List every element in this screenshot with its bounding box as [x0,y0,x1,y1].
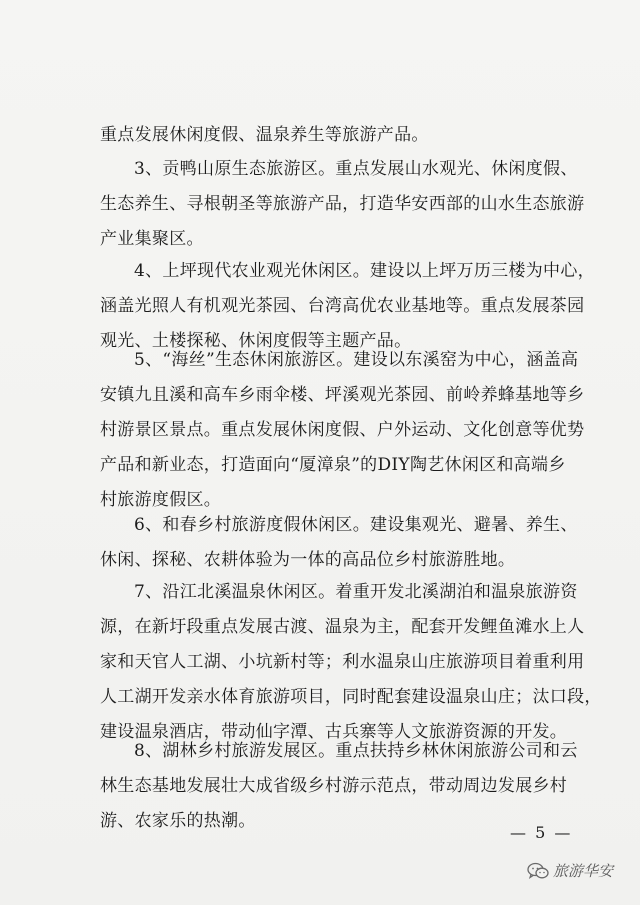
text-line: 安镇九且溪和高车乡雨伞楼、坪溪观光茶园、前岭养蜂基地等乡 [100,385,585,405]
paragraph-6 [100,575,602,750]
text-line: 8、湖林乡村旅游发展区。重点扶持乡林休闲旅游公司和云 [134,741,578,761]
text-line: 人工湖开发亲水体育旅游项目，同时配套建设温泉山庄；汰口段， [100,687,602,707]
text-line: 产业集聚区。 [100,229,204,249]
paragraph-4 [100,343,585,518]
text-line: 家和天官人工湖、小坑新村等；利水温泉山庄旅游项目着重利用 [100,652,585,672]
page-number: — 5 — [510,823,573,842]
text-line: 生态养生、寻根朝圣等旅游产品，打造华安西部的山水生态旅游 [100,194,585,214]
text-line: 村游景区景点。重点发展休闲度假、户外运动、文化创意等优势 [100,420,585,440]
wechat-icon [527,862,549,880]
text-line: 林生态基地发展壮大成省级乡村游示范点，带动周边发展乡村 [100,776,568,796]
text-line: 重点发展休闲度假、温泉养生等旅游产品。 [100,125,429,145]
text-line: 4、上坪现代农业观光休闲区。建设以上坪万历三楼为中心， [134,261,595,281]
text-line: 休闲、探秘、农耕体验为一体的高品位乡村旅游胜地。 [100,550,516,570]
text-line: 6、和春乡村旅游度假休闲区。建设集观光、避暑、养生、 [134,515,578,535]
text-line: 观光、土楼探秘、休闲度假等主题产品。 [100,331,412,351]
paragraph-7 [100,734,578,839]
paragraph-5 [100,508,578,578]
watermark [527,860,613,881]
watermark-text: 旅游华安 [553,862,614,880]
text-line: 5、“海丝”生态休闲旅游区。建设以东溪窑为中心，涵盖高 [134,350,579,370]
paragraph-1 [100,118,575,153]
text-line: 源，在新圩段重点发展古渡、温泉为主，配套开发鲤鱼滩水上人 [100,617,585,637]
text-line: 游、农家乐的热潮。 [100,811,256,831]
text-line: 建设温泉酒店，带动仙字潭、古兵寨等人文旅游资源的开发。 [100,722,568,742]
text-line: 3、贡鸭山原生态旅游区。重点发展山水观光、休闲度假、 [134,159,578,179]
paragraph-2 [100,152,585,257]
text-line: 涵盖光照人有机观光茶园、台湾高优农业基地等。重点发展茶园 [100,296,585,316]
text-line: 产品和新业态，打造面向“厦漳泉”的DIY陶艺休闲区和高端乡 [100,455,566,475]
text-line: 7、沿江北溪温泉休闲区。着重开发北溪湖泊和温泉旅游资 [134,582,578,602]
text-line: 村旅游度假区。 [100,490,222,510]
